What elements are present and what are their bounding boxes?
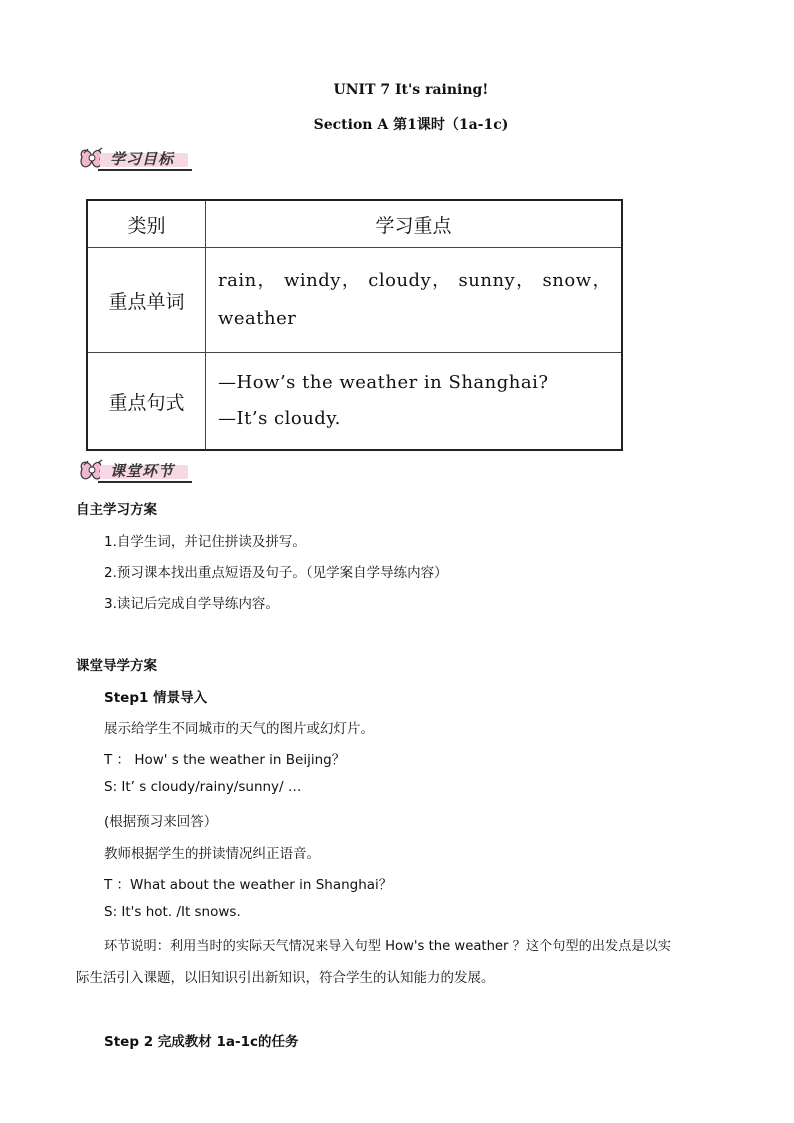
- content-line: rain， windy， cloudy， sunny， snow，: [218, 270, 611, 291]
- class-guide-heading: 课堂导学方案: [76, 658, 157, 674]
- row-content: [206, 248, 623, 353]
- note-line: 环节说明：利用当时的实际天气情况来导入句型 How's the weather ？这个句型的出发点是以实: [104, 939, 671, 954]
- self-study-heading: 自主学习方案: [76, 502, 157, 518]
- table-row: [87, 248, 622, 353]
- guide-line: (根据预习来回答）: [104, 814, 218, 830]
- header-category: 类别: [87, 200, 206, 248]
- content-line: —It’s cloudy.: [218, 408, 341, 429]
- lesson-banner-label: 课堂环节: [110, 462, 175, 480]
- guide-line: 展示给学生不同城市的天气的图片或幻灯片。: [104, 721, 374, 737]
- row-category: 重点单词: [87, 248, 206, 353]
- unit-title: UNIT 7 It's raining!: [333, 82, 489, 98]
- row-category: 重点句式: [87, 353, 206, 451]
- guide-line: T ：What about the weather in Shanghai？: [104, 877, 393, 893]
- header-focus: 学习重点: [206, 200, 623, 248]
- table-row: [87, 353, 622, 451]
- step1-title: Step1 情景导入: [104, 690, 208, 706]
- content-line: weather: [218, 308, 297, 329]
- objectives-banner-label: 学习目标: [110, 150, 175, 168]
- row-content: [206, 353, 623, 451]
- guide-line: T ： How' s the weather in Beijing？: [104, 752, 346, 768]
- note-line: 际生活引入课题，以旧知识引出新知识，符合学生的认知能力的发展。: [76, 970, 495, 986]
- guide-line: S: It's hot. /It snows.: [104, 904, 241, 920]
- list-item: 2.预习课本找出重点短语及句子。（见学案自学导练内容）: [104, 565, 448, 581]
- content-line: —How’s the weather in Shanghai?: [218, 372, 549, 393]
- table-header-row: [87, 200, 622, 248]
- lesson-banner: [76, 457, 194, 487]
- objectives-banner: [76, 145, 194, 175]
- guide-line: 教师根据学生的拼读情况纠正语音。: [104, 846, 320, 862]
- learning-goals-table: [86, 199, 623, 451]
- step2-title: Step 2 完成教材 1a-1c的任务: [104, 1034, 299, 1050]
- list-item: 3.读记后完成自学导练内容。: [104, 596, 279, 612]
- guide-line: S: It’ s cloudy/rainy/sunny/ …: [104, 779, 302, 795]
- list-item: 1.自学生词，并记住拼读及拼写。: [104, 534, 306, 550]
- section-subtitle: Section A 第1课时（1a-1c): [313, 117, 509, 133]
